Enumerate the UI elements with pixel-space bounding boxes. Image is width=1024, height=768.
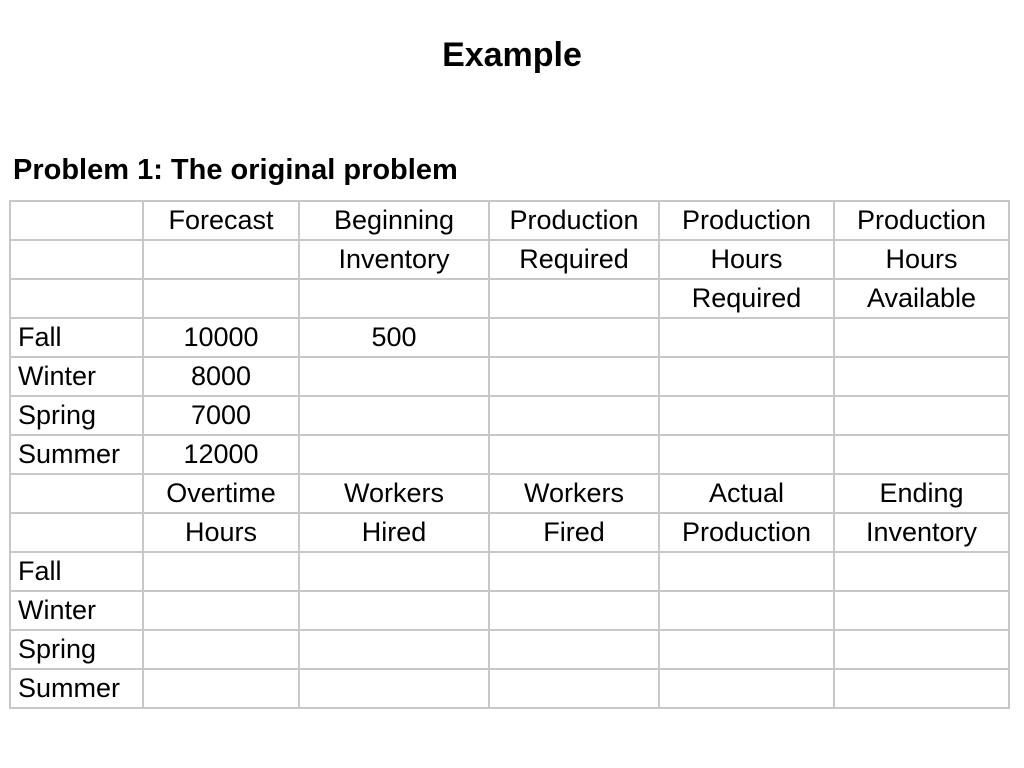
header-cell-ending-inventory: Ending (834, 474, 1009, 513)
table-cell[interactable] (299, 357, 489, 396)
table-cell[interactable] (299, 669, 489, 708)
table-row (10, 396, 1009, 435)
table-cell[interactable]: 10000 (143, 318, 299, 357)
table-cell[interactable] (489, 630, 659, 669)
production-planning-table (9, 200, 1010, 709)
header-cell-overtime-hours: Overtime (143, 474, 299, 513)
header-cell-production-hours-available: Available (834, 279, 1009, 318)
table-cell[interactable] (143, 591, 299, 630)
header-cell-production-hours-available: Hours (834, 240, 1009, 279)
header-cell-production-hours-required: Hours (659, 240, 834, 279)
header-cell-production-required (489, 279, 659, 318)
table-cell[interactable] (834, 318, 1009, 357)
table-cell[interactable] (834, 435, 1009, 474)
season-cell: Winter (10, 357, 143, 396)
table-cell[interactable] (489, 552, 659, 591)
table-cell[interactable] (299, 552, 489, 591)
header-cell-workers-fired: Fired (489, 513, 659, 552)
header-cell-beginning-inventory: Beginning (299, 201, 489, 240)
header-cell-production-required: Required (489, 240, 659, 279)
season-cell: Fall (10, 552, 143, 591)
header-cell-beginning-inventory (299, 279, 489, 318)
table-cell[interactable] (143, 669, 299, 708)
table-cell[interactable] (659, 630, 834, 669)
table-row (10, 357, 1009, 396)
table-cell[interactable]: 12000 (143, 435, 299, 474)
header-row (10, 279, 1009, 318)
table-cell[interactable] (659, 318, 834, 357)
table-cell[interactable] (834, 552, 1009, 591)
header-cell-production-hours-required: Required (659, 279, 834, 318)
header-row (10, 201, 1009, 240)
header-cell-production-hours-available: Production (834, 201, 1009, 240)
header-cell-workers-hired: Hired (299, 513, 489, 552)
header-cell-forecast: Forecast (143, 201, 299, 240)
header-cell (10, 201, 143, 240)
header-cell (10, 240, 143, 279)
table-cell[interactable] (834, 591, 1009, 630)
header-cell-forecast (143, 240, 299, 279)
table-cell[interactable] (834, 630, 1009, 669)
table-cell[interactable] (489, 669, 659, 708)
header-row (10, 474, 1009, 513)
header-cell-production-hours-required: Production (659, 201, 834, 240)
header-cell-forecast (143, 279, 299, 318)
table-cell[interactable] (489, 396, 659, 435)
header-cell-workers-fired: Workers (489, 474, 659, 513)
table-cell[interactable] (299, 630, 489, 669)
season-cell: Fall (10, 318, 143, 357)
table-row (10, 435, 1009, 474)
table-cell[interactable] (299, 396, 489, 435)
table-cell[interactable] (834, 396, 1009, 435)
table-cell[interactable]: 7000 (143, 396, 299, 435)
table-cell[interactable] (659, 396, 834, 435)
table-cell[interactable] (143, 552, 299, 591)
table-row (10, 591, 1009, 630)
header-cell-beginning-inventory: Inventory (299, 240, 489, 279)
header-cell (10, 279, 143, 318)
header-cell-production-required: Production (489, 201, 659, 240)
table-cell[interactable] (659, 552, 834, 591)
header-row (10, 513, 1009, 552)
season-cell: Summer (10, 669, 143, 708)
table-row (10, 552, 1009, 591)
table-cell[interactable] (489, 435, 659, 474)
table-cell[interactable] (834, 669, 1009, 708)
header-cell-overtime-hours: Hours (143, 513, 299, 552)
table-cell[interactable] (659, 357, 834, 396)
table-cell[interactable]: 8000 (143, 357, 299, 396)
header-cell-ending-inventory: Inventory (834, 513, 1009, 552)
header-cell-actual-production: Actual (659, 474, 834, 513)
season-cell: Summer (10, 435, 143, 474)
table-cell[interactable]: 500 (299, 318, 489, 357)
header-cell (10, 513, 143, 552)
table-cell[interactable] (659, 435, 834, 474)
table-cell[interactable] (489, 318, 659, 357)
table-cell[interactable] (659, 669, 834, 708)
season-cell: Winter (10, 591, 143, 630)
table-cell[interactable] (143, 630, 299, 669)
table-cell[interactable] (299, 435, 489, 474)
table-row (10, 318, 1009, 357)
season-cell: Spring (10, 630, 143, 669)
table-cell[interactable] (834, 357, 1009, 396)
header-row (10, 240, 1009, 279)
header-cell-actual-production: Production (659, 513, 834, 552)
table-cell[interactable] (299, 591, 489, 630)
problem-subtitle: Problem 1: The original problem (13, 154, 458, 186)
page-title: Example (442, 36, 582, 74)
table-cell[interactable] (489, 357, 659, 396)
season-cell: Spring (10, 396, 143, 435)
table-cell[interactable] (489, 591, 659, 630)
table-cell[interactable] (659, 591, 834, 630)
table-row (10, 669, 1009, 708)
table-row (10, 630, 1009, 669)
header-cell-workers-hired: Workers (299, 474, 489, 513)
header-cell (10, 474, 143, 513)
